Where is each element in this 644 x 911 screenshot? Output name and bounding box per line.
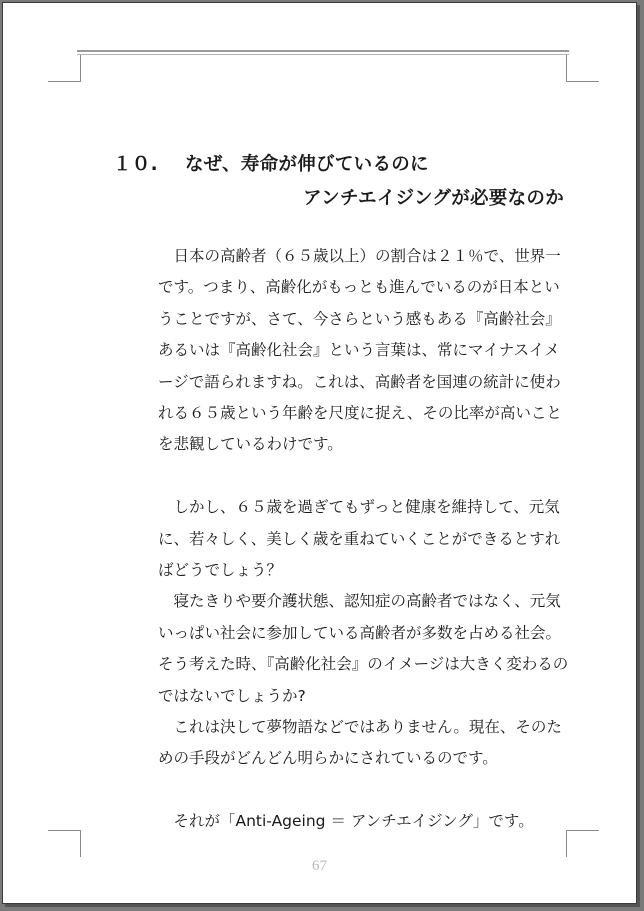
blank-line — [158, 461, 578, 492]
body-line: いっぱい社会に参加している高齢者が多数を占める社会。 — [158, 623, 562, 642]
crop-mark-bottom-left — [48, 830, 81, 857]
crop-mark-top-left — [48, 55, 81, 82]
body-line: を悲観しているわけです。 — [158, 435, 343, 454]
body-line: に、若々しく、美しく歳を重ねていくことができるとすれ — [158, 529, 561, 548]
body-line: ばどうでしょう？ — [158, 561, 283, 580]
crop-mark-top-right — [566, 55, 599, 82]
body-line: です。つまり、高齢化がもっとも進んでいるのが日本とい — [158, 278, 560, 297]
document-page — [2, 2, 637, 904]
chapter-title-line-1: なぜ、寿命が伸びているのに — [185, 154, 429, 175]
body-line: しかし、６５歳を過ぎてもずっと健康を維持して、元気 — [158, 498, 560, 517]
body-line: 寝たきりや要介護状態、認知症の高齢者ではなく、元気 — [158, 592, 561, 611]
body-text — [158, 241, 578, 838]
blank-line — [158, 775, 578, 806]
header-rule — [77, 50, 569, 55]
chapter-number: １０. — [113, 154, 158, 175]
body-line: めの手段がどんどん明らかにされているのです。 — [158, 749, 498, 768]
body-line: れる６５歳という年齢を尺度に捉え、その比率が高いこと — [158, 404, 562, 423]
body-line: それが「Anti-Ageing ＝ アンチエイジング」です。 — [158, 812, 534, 831]
body-line: これは決して夢物語などではありません。現在、そのた — [158, 718, 562, 737]
page-number: 67 — [312, 858, 327, 874]
body-line: 日本の高齢者（６５歳以上）の割合は２１％で、世界一 — [158, 247, 561, 265]
body-line: そう考えた時、『高齢化社会』のイメージは大きく変わるの — [158, 655, 569, 674]
body-line: あるいは『高齢化社会』という言葉は、常にマイナスイメ — [158, 341, 560, 360]
chapter-title-line-2: アンチエイジングが必要なのか — [303, 188, 564, 209]
body-line: ではないでしょうか? — [158, 686, 306, 705]
body-line: ージで語られますね。これは、高齢者を国連の統計に使わ — [158, 372, 561, 391]
body-line: うことですが、さて、今さらという感もある『高齢社会』 — [158, 309, 561, 328]
